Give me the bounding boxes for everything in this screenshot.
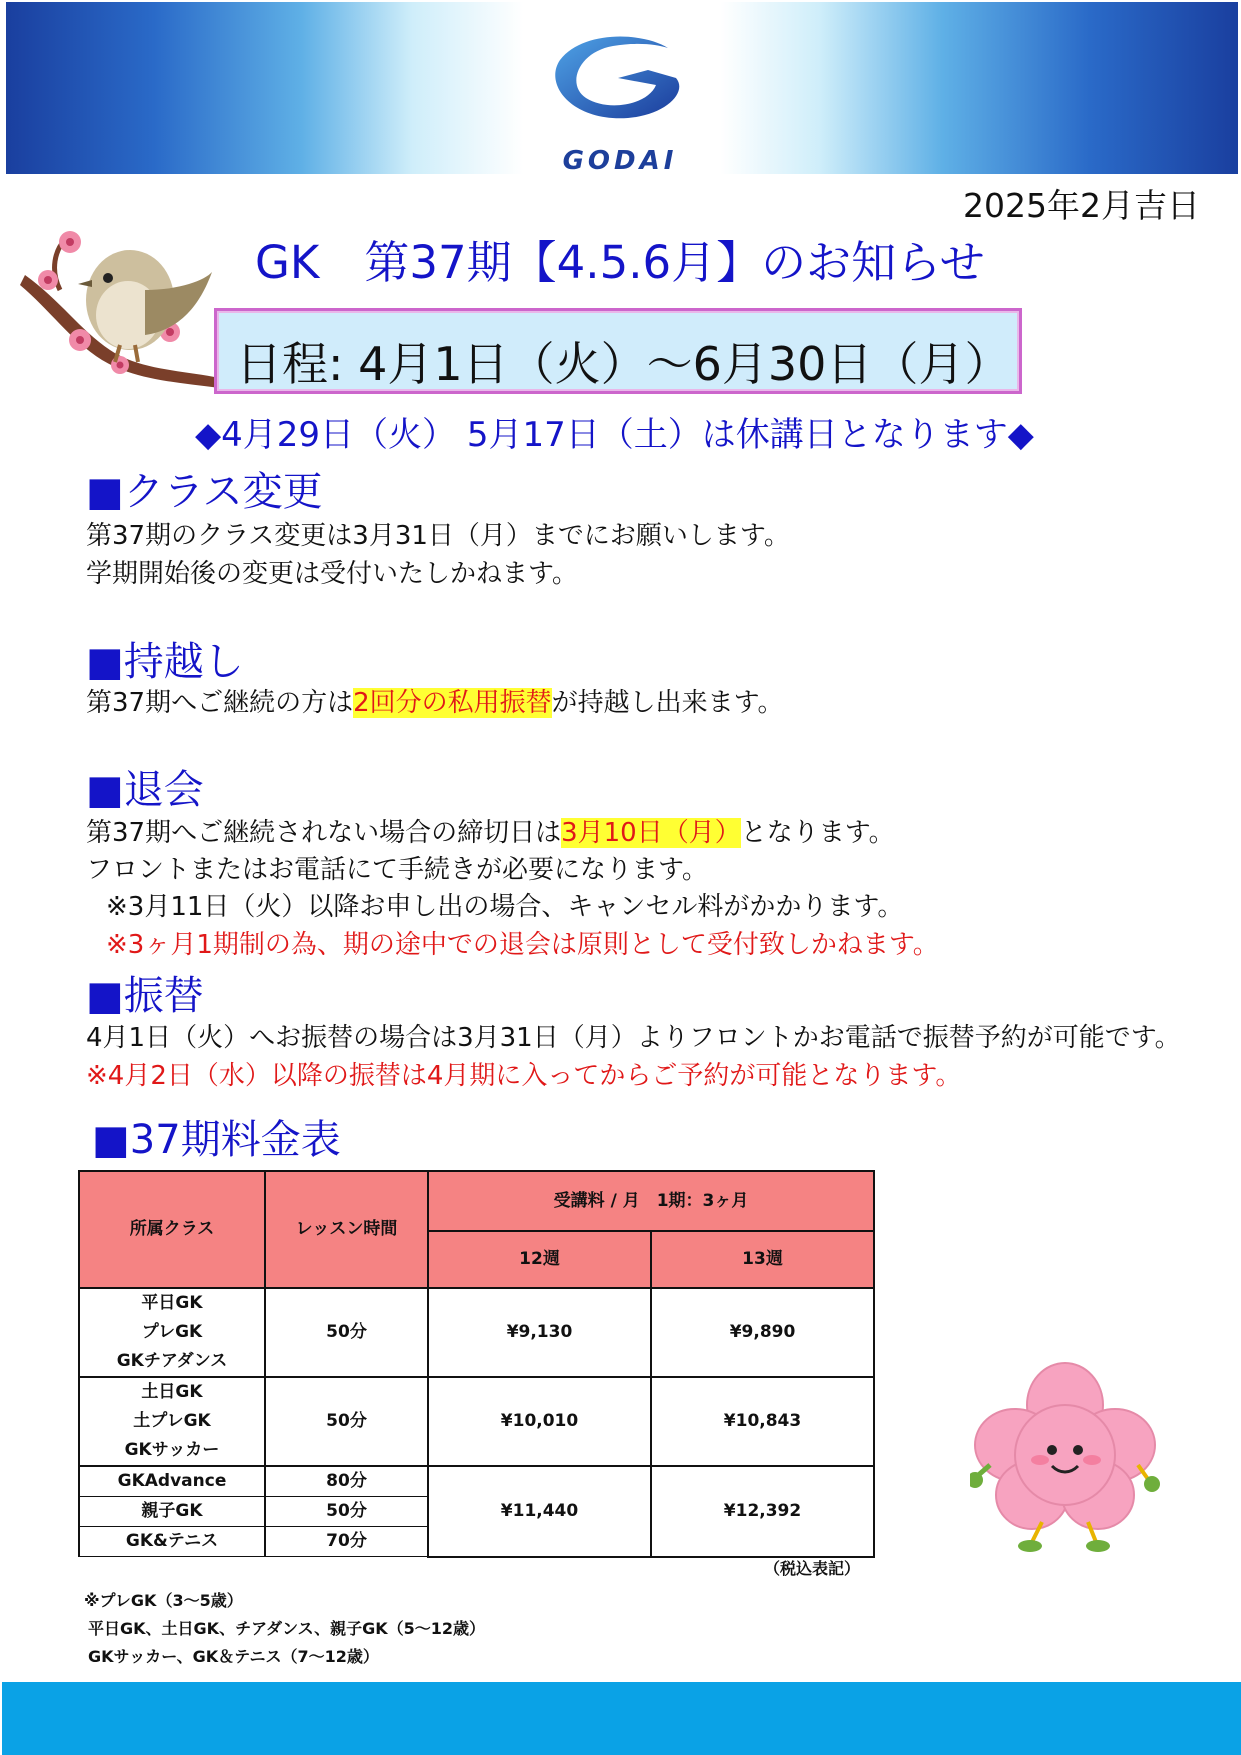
section-heading-fees: ■37期料金表: [92, 1117, 341, 1163]
header-fee-group: 受講料 / 月 1期：3ヶ月: [428, 1171, 874, 1231]
lesson-time-cell: 80分: [265, 1466, 428, 1497]
table-row: [79, 1466, 874, 1497]
fee-13-weeks-cell: ¥9,890: [651, 1288, 874, 1377]
withdrawal-text-post: となります。: [740, 818, 895, 848]
header-lesson-time: レッスン時間: [265, 1171, 428, 1288]
holiday-notice: ◆4月29日（火） 5月17日（土）は休講日となります◆: [195, 415, 1034, 455]
class-cell: [79, 1377, 265, 1466]
footnote-2: 平日GK、土日GK、チアダンス、親子GK（5～12歳）: [88, 1619, 486, 1638]
issue-date: 2025年2月吉日: [963, 186, 1200, 225]
footnote-1: ※プレGK（3～5歳）: [84, 1591, 243, 1610]
class-name: GK&テニス: [79, 1527, 265, 1557]
carryover-text-post: が持越し出来ます。: [551, 688, 784, 718]
lesson-time-cell: 70分: [265, 1527, 428, 1557]
lesson-time-cell: 50分: [265, 1377, 428, 1466]
tax-note: （税込表記）: [763, 1559, 860, 1578]
class-change-line-2: 学期開始後の変更は受付いたしかねます。: [86, 559, 578, 589]
footer-bar: [2, 1682, 1241, 1755]
class-name: GKAdvance: [79, 1466, 265, 1497]
fee-table: [78, 1170, 875, 1558]
table-row: [79, 1288, 874, 1377]
fee-12-weeks-cell: ¥11,440: [428, 1466, 651, 1557]
withdrawal-line-4: ※3ヶ月1期制の為、期の途中での退会は原則として受付致しかねます。: [106, 930, 939, 960]
carryover-highlight: 2回分の私用振替: [353, 688, 552, 718]
class-name: プレGK: [141, 1322, 203, 1342]
class-name: 土プレGK: [133, 1411, 211, 1431]
class-name: 土日GK: [141, 1382, 203, 1402]
section-heading-class-change: ■クラス変更: [86, 469, 323, 515]
transfer-line-2: ※4月2日（水）以降の振替は4月期に入ってからご予約が可能となります。: [86, 1061, 962, 1091]
logo-text: GODAI: [562, 146, 678, 176]
godai-logo-icon: [548, 30, 698, 130]
class-name: 親子GK: [79, 1497, 265, 1527]
section-heading-transfer: ■振替: [86, 973, 204, 1019]
page-title: GK 第37期【4.5.6月】のお知らせ: [255, 236, 985, 289]
class-change-line-1: 第37期のクラス変更は3月31日（月）までにお願いします。: [86, 521, 790, 551]
withdrawal-line-3: ※3月11日（火）以降お申し出の場合、キャンセル料がかかります。: [106, 892, 904, 922]
header-class: 所属クラス: [79, 1171, 265, 1288]
withdrawal-deadline-highlight: 3月10日（月）: [561, 818, 741, 848]
fee-12-weeks-cell: ¥10,010: [428, 1377, 651, 1466]
class-cell: [79, 1288, 265, 1377]
cherry-blossom-character-illustration: [970, 1360, 1160, 1555]
withdrawal-text-pre: 第37期へご継続されない場合の締切日は: [86, 818, 562, 848]
lesson-time-cell: 50分: [265, 1497, 428, 1527]
class-name: 平日GK: [141, 1293, 203, 1313]
section-heading-withdrawal: ■退会: [86, 767, 204, 813]
carryover-text-pre: 第37期へご継続の方は: [86, 688, 354, 718]
header-13-weeks: 13週: [651, 1231, 874, 1288]
bird-on-branch-illustration: [20, 220, 220, 390]
class-name: GKサッカー: [124, 1440, 220, 1460]
table-row: [79, 1377, 874, 1466]
schedule-text: 日程: 4月1日（火）～6月30日（月）: [236, 337, 1011, 391]
class-name: GKチアダンス: [116, 1351, 228, 1371]
lesson-time-cell: 50分: [265, 1288, 428, 1377]
transfer-line-1: 4月1日（火）へお振替の場合は3月31日（月）よりフロントかお電話で振替予約が可能です。: [86, 1023, 1181, 1053]
fee-13-weeks-cell: ¥12,392: [651, 1466, 874, 1557]
carryover-line: [86, 682, 784, 719]
footnote-3: GKサッカー、GK＆テニス（7～12歳）: [88, 1647, 379, 1666]
header-12-weeks: 12週: [428, 1231, 651, 1288]
fee-12-weeks-cell: ¥9,130: [428, 1288, 651, 1377]
withdrawal-line-2: フロントまたはお電話にて手続きが必要になります。: [86, 855, 708, 885]
withdrawal-line-1: [86, 812, 895, 849]
fee-13-weeks-cell: ¥10,843: [651, 1377, 874, 1466]
section-heading-carryover: ■持越し: [86, 639, 244, 685]
